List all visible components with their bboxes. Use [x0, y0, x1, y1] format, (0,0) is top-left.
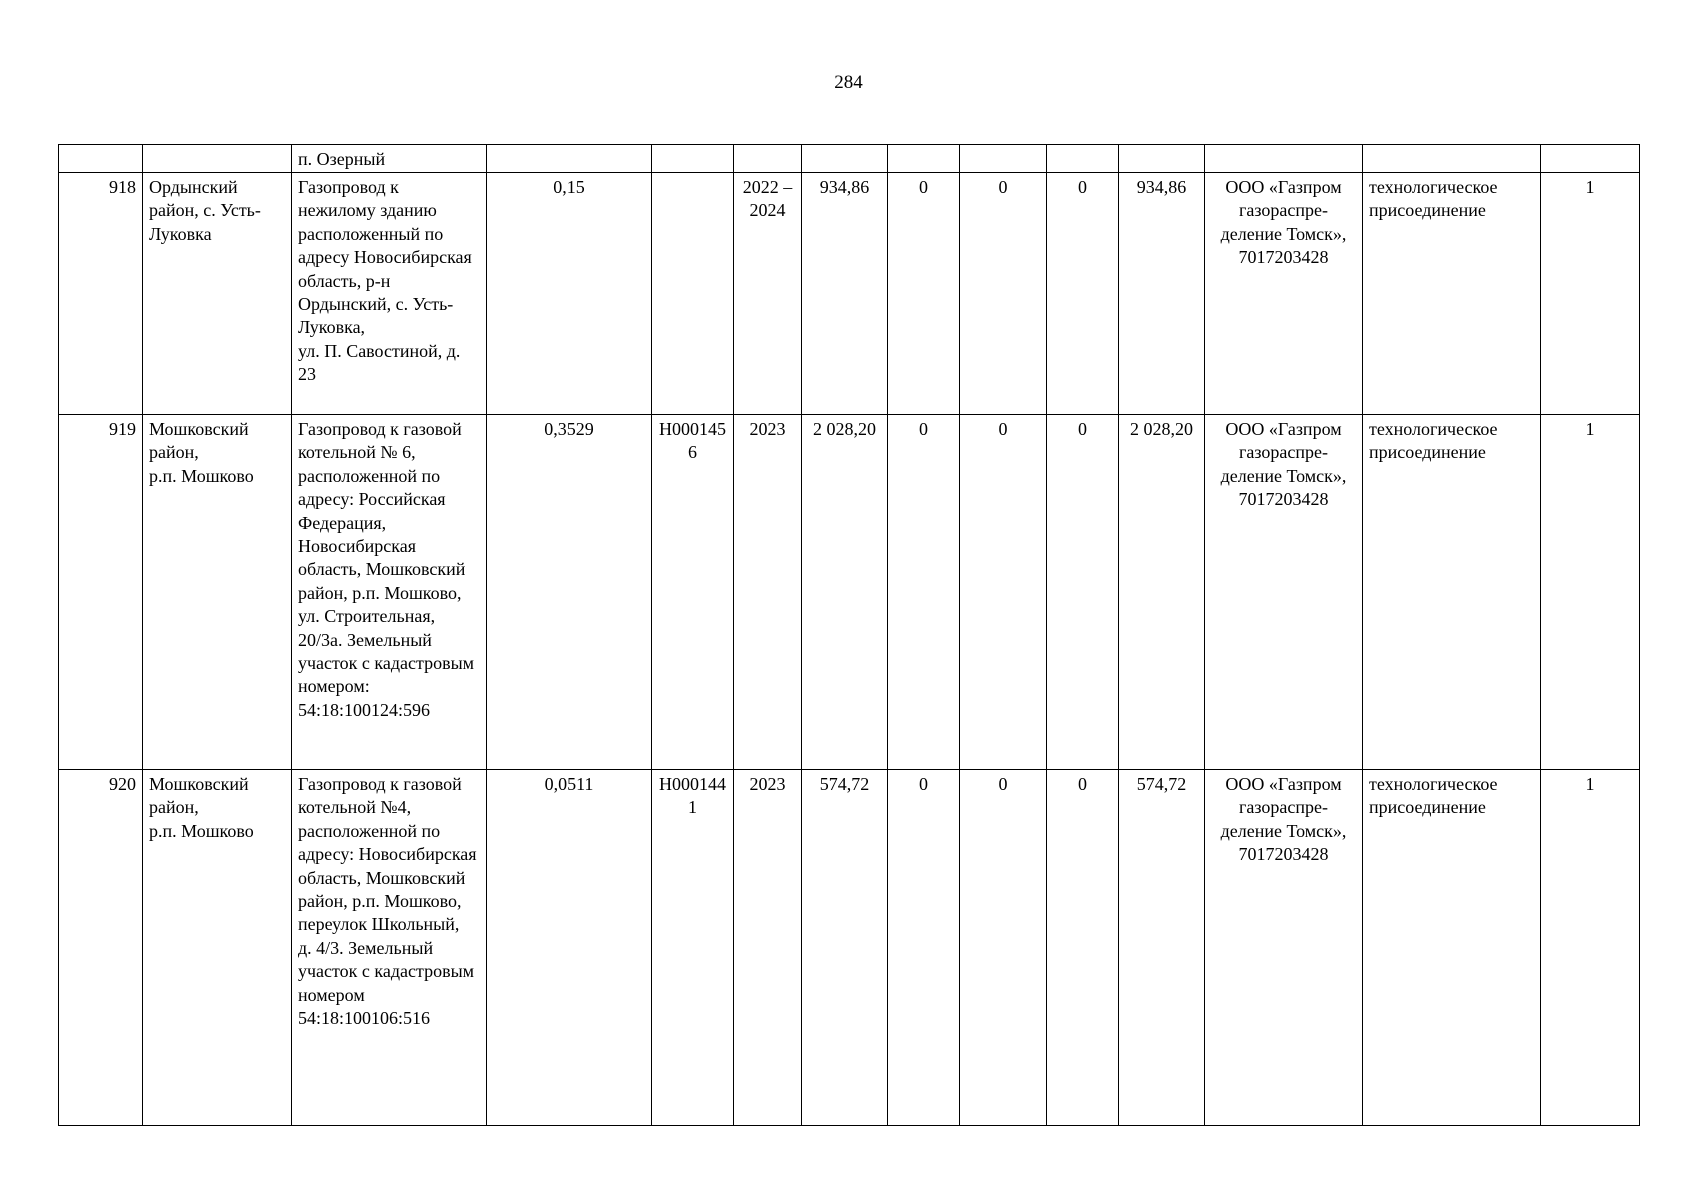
cell-v3: 0: [1047, 770, 1119, 1126]
cell-no: [59, 145, 143, 173]
cell-years: [734, 145, 802, 173]
cell-length: [487, 145, 652, 173]
cell-owner: ООО «Газпром газораспре-деление Томск», 7017203428: [1205, 415, 1363, 770]
cell-no: 920: [59, 770, 143, 1126]
cell-v4: 574,72: [1119, 770, 1205, 1126]
cell-object: Газопровод к газовой котельной № 6, расположенной по адресу: Российская Федерация, Новосибирская область, Мошковский район, р.п. Мошково, ул. Строительная, 20/3а. Земельный участок с кадастровым номером: 54:18:100124:596: [292, 415, 487, 770]
cell-owner: [1205, 145, 1363, 173]
register-table: [58, 144, 1640, 1126]
cell-total: 934,86: [802, 173, 888, 415]
cell-inventory-no: [652, 145, 734, 173]
cell-v3: 0: [1047, 173, 1119, 415]
cell-years: 2023: [734, 770, 802, 1126]
cell-location: [143, 145, 292, 173]
cell-v1: 0: [888, 770, 960, 1126]
cell-v2: 0: [960, 770, 1047, 1126]
cell-count: 1: [1541, 415, 1640, 770]
cell-type: технологическое присоединение: [1363, 415, 1541, 770]
cell-v2: [960, 145, 1047, 173]
cell-v3: [1047, 145, 1119, 173]
cell-v4: [1119, 145, 1205, 173]
cell-no: 919: [59, 415, 143, 770]
cell-object: п. Озерный: [292, 145, 487, 173]
cell-type: [1363, 145, 1541, 173]
cell-length: 0,0511: [487, 770, 652, 1126]
cell-location: Мошковский район, р.п. Мошково: [143, 770, 292, 1126]
cell-count: 1: [1541, 770, 1640, 1126]
cell-owner: ООО «Газпром газораспре-деление Томск», 7017203428: [1205, 173, 1363, 415]
cell-total: 2 028,20: [802, 415, 888, 770]
cell-count: 1: [1541, 173, 1640, 415]
page-number: 284: [834, 72, 863, 93]
continuation-row: [59, 145, 1640, 173]
cell-location: Ордынский район, с. Усть-Луковка: [143, 173, 292, 415]
table-row: [59, 173, 1640, 415]
cell-inventory-no: [652, 173, 734, 415]
cell-v2: 0: [960, 173, 1047, 415]
cell-location: Мошковский район, р.п. Мошково: [143, 415, 292, 770]
cell-v1: 0: [888, 173, 960, 415]
cell-v4: 2 028,20: [1119, 415, 1205, 770]
cell-v1: 0: [888, 415, 960, 770]
cell-v2: 0: [960, 415, 1047, 770]
cell-no: 918: [59, 173, 143, 415]
cell-owner: ООО «Газпром газораспре-деление Томск», 7017203428: [1205, 770, 1363, 1126]
cell-length: 0,3529: [487, 415, 652, 770]
cell-v3: 0: [1047, 415, 1119, 770]
cell-years: 2023: [734, 415, 802, 770]
cell-years: 2022 – 2024: [734, 173, 802, 415]
cell-type: технологическое присоединение: [1363, 173, 1541, 415]
cell-count: [1541, 145, 1640, 173]
cell-object: Газопровод к газовой котельной №4, расположенной по адресу: Новосибирская область, Мошковский район, р.п. Мошково, переулок Школьный, д. 4/3. Земельный участок с кадастровым номером 54:18:100106:516: [292, 770, 487, 1126]
cell-length: 0,15: [487, 173, 652, 415]
cell-v1: [888, 145, 960, 173]
cell-inventory-no: Н0001456: [652, 415, 734, 770]
cell-total: 574,72: [802, 770, 888, 1126]
cell-inventory-no: Н0001441: [652, 770, 734, 1126]
cell-object: Газопровод к нежилому зданию расположенный по адресу Новосибирская область, р-н Ордынский, с. Усть-Луковка, ул. П. Савостиной, д. 23: [292, 173, 487, 415]
cell-type: технологическое присоединение: [1363, 770, 1541, 1126]
cell-v4: 934,86: [1119, 173, 1205, 415]
table-row: [59, 770, 1640, 1126]
table-row: [59, 415, 1640, 770]
cell-total: [802, 145, 888, 173]
